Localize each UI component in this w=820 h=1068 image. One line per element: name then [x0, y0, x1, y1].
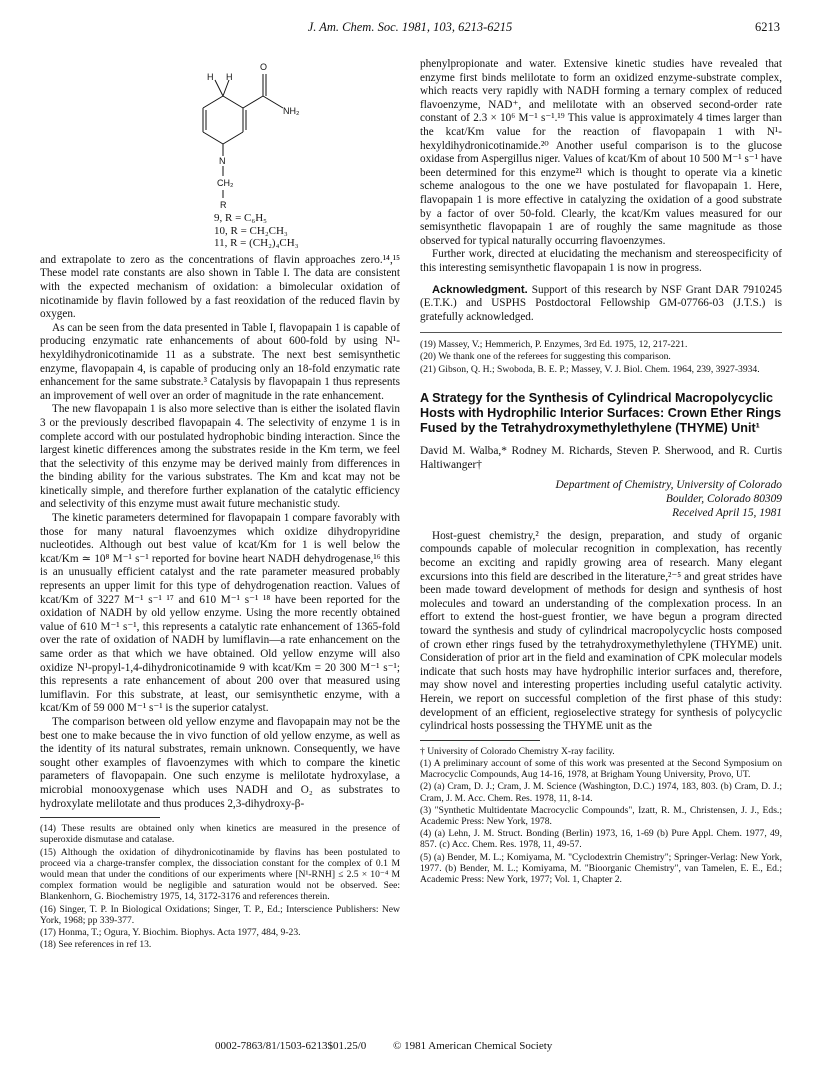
author-list: David M. Walba,* Rodney M. Richards, Steven P. Sherwood, and R. Curtis Haltiwanger† [420, 444, 782, 471]
running-header [40, 20, 780, 36]
paragraph: and extrapolate to zero as the concentrations of flavin approaches zero.¹⁴,¹⁵ These model rate constants are also shown in Table I. The data are consistent with the expected mechanism of oxidation: a bimolecular oxidation of nicotinamide by flavin followed by a fast reoxidation of the reduced flavin by oxygen. [40, 253, 400, 321]
page-number: 6213 [755, 20, 780, 34]
nitrogen-label: N [219, 156, 226, 166]
acknowledgment-label: Acknowledgment. [432, 283, 528, 296]
footnote: (14) These results are obtained only when kinetics are measured in the presence of superoxide dismutase and catalase. [40, 823, 400, 846]
footnote: (15) Although the oxidation of dihydronicotinamide by flavins has been postulated to proceed via a charge-transfer complex, the dissociation constant for the complex of 0.1 M would mean that under the conditions of our experiments where [N¹-RNH] ≤ 2.5 × 10⁻⁴ M complex formation would be negligible and saturation would not be observed. See: Blankenhorn, G. Biochemistry 1975, 14, 3172-3176 and references therein. [40, 846, 400, 903]
article-title: A Strategy for the Synthesis of Cylindrical Macropolycyclic Hosts with Hydrophilic Interior Surfaces: Crown Ether Rings Fused by the Tetrahydroxymethylethylene (THYME) Unit¹ [420, 390, 782, 435]
references [420, 339, 782, 375]
methylene-label: CH₂ [217, 178, 234, 188]
left-column [40, 58, 400, 951]
received-date: Received April 15, 1981 [672, 506, 782, 519]
dihydronicotinamide-structure-diagram [185, 58, 315, 208]
right-column [420, 58, 782, 886]
reference-divider [420, 332, 782, 333]
affiliation [420, 478, 782, 520]
paragraph: The new flavopapain 1 is also more selective than is either the isolated flavin 3 or the previously described flavopapain 4. The selectivity of enzyme 1 is in complete accord with our postulated hydrophobic binding interaction. Since the largest kinetic differences among the substrates reside in the Km term, we feel that the selectivity of this enzyme may be derived mainly from differences in the binding ability for the various substrates. The Km and kcat may not be kinetically simple, and therefore further explanation of the catalytic efficiency and selectivity of this enzyme must await future mechanistic study. [40, 403, 400, 511]
footnote: (17) Honma, T.; Ogura, Y. Biochim. Biophys. Acta 1977, 484, 9-23. [40, 926, 301, 938]
footnote: (16) Singer, T. P. In Biological Oxidations; Singer, T. P., Ed.; Interscience Publishers: New York, 1968; pp 339-377. [40, 903, 400, 926]
article-code: 0002-7863/81/1503-6213$01.25/0 [215, 1040, 367, 1052]
paragraph: The comparison between old yellow enzyme and flavopapain may not be the best one to make because the in vivo function of old yellow enzyme, as well as the identity of its natural substrates, remain unknown. Consequently, we have sought other examples of flavoenzymes with which to compare the kinetic parameters of flavopapain. One such enzyme is melilotate hydroxylase, a microbial monooxygenase which uses NADH and O₂ as substrates to hydroxylate melilotate and thus produces 2,3-dihydroxy-β- [40, 715, 400, 810]
acknowledgment-text: Support of this research by NSF Grant DAR 7910245 (E.T.K.) and USPHS Postdoctoral Fellowship GM-07766-03 (J.T.S.) is gratefully acknowledged. [420, 283, 782, 323]
paragraph: phenylpropionate and water. Extensive kinetic studies have revealed that enzyme first binds melilotate to form an oxidized enzyme-substrate complex, which reacts very rapidly with NADH forming a ternary complex of reduced flavoenzyme, NAD⁺, and melilotate with an observed second-order rate constant of 2.3 × 10⁶ M⁻¹ s⁻¹.¹⁹ This value is approximately 4 times larger than the kcat/Km value for the reaction of flavopapain 1 with N¹-hexyldihydronicotinamide.²⁰ Another useful comparison is to the glucose oxidase from Aspergillus niger. Values of kcat/Km of about 10 500 M⁻¹ s⁻¹ have been determined for this enzyme²¹ which is thought to operate via a kinetic scheme analogous to the one we have postulated for flavopapain 1. Here, flavopapain 1 is more effective in catalyzing the oxidation of a good substrate by a factor of over 50-fold. Clearly, the kcat/Km values measured for our semisynthetic flavopapain 1 are of roughly the same magnitude as those observed for typical naturally occurring flavoenzymes. [420, 58, 782, 247]
footnote: (1) A preliminary account of some of this work was presented at the Second Symposium on Macrocyclic Compounds, Aug 14-16, 1978, at Brigham Young University, Provo, UT. [420, 758, 782, 781]
paragraph: Host-guest chemistry,² the design, preparation, and study of organic compounds capable of molecular recognition in complexation, has recently become an exciting and rapidly growing area of research. Many elegant excursions into this field are described in the literature,²⁻⁵ and great strides have been made toward development of methods for design and synthesis of host molecules and toward an understanding of the complexation process. In an effort to extend the host-guest frontier, we have begun a program directed toward the synthesis and study of cylindrical macropolycyclic hosts composed of crown ether rings fused by the tetrahydroxymethylethylene (THYME) unit. Consideration of prior art in the field and examination of CPK molecular models indicate that such hosts may have hydrophilic interior surfaces and, therefore, may show novel and interesting properties including useful catalytic activity. Herein, we report on successful completion of the first phase of this study: development of an efficient, regioselective strategy for synthesis of polycyclic cylindrical hosts possessing the THYME unit as the [420, 529, 782, 733]
journal-citation: J. Am. Chem. Soc. 1981, 103, 6213-6215 [307, 20, 513, 34]
reference: (19) Massey, V.; Hemmerich, P. Enzymes, 3rd Ed. 1975, 12, 217-221. [420, 339, 688, 351]
paragraph: The kinetic parameters determined for flavopapain 1 compare favorably with those for many natural flavoenzymes which oxidize dihydropyridine nucleotides. Although out best value of kcat/Km for 1 is well below the kcat/Km ≃ 10⁸ M⁻¹ s⁻¹ reported for bovine heart NADH dehydrogenase,¹⁶ this is an unusually efficient catalyst and the rate parameter measured probably represents an upper limit for this type of dehydrogenation reaction. Values of kcat/Km of 3227 M⁻¹ s⁻¹ ¹⁷ and 610 M⁻¹ s⁻¹ ¹⁸ have been reported for the oxidation of NADH by old yellow enzyme. Using the more recently obtained value of 610 M⁻¹ s⁻¹, this represents a catalytic rate enhancement of 1365-fold over the rate of oxidation of NADH by lumiflavin—a rate enhancement on the same order as that which we have obtained. Old yellow enzyme will also oxidize N¹-propyl-1,4-dihydronicotinamide 9 with kcat/Km = 20 300 M⁻¹ s⁻¹; this represents a rate enhancement of about 200 over that measured using lumiflavin. For this substrate, at least, our semisynthetic enzyme, with a kcat/Km of 59 000 M⁻¹ s⁻¹ is the superior catalyst. [40, 512, 400, 715]
paragraph: Further work, directed at elucidating the mechanism and stereospecificity of this interesting semisynthetic flavopapain 1 is now in progress. [420, 248, 782, 274]
footnote: (18) See references in ref 13. [40, 939, 152, 951]
affiliation-department: Department of Chemistry, University of Colorado [555, 478, 782, 491]
footnotes [420, 746, 782, 885]
hydrogen-label-2: H [226, 72, 233, 82]
compound-10: 10, R = CH₂CH₃ [214, 224, 288, 237]
reference: (20) We thank one of the referees for suggesting this comparison. [420, 351, 671, 363]
footnote-divider [40, 817, 160, 818]
compound-list [214, 212, 400, 250]
footnote-divider [420, 740, 540, 741]
footnote: (4) (a) Lehn, J. M. Struct. Bonding (Berlin) 1973, 16, 1-69 (b) Pure Appl. Chem. 1977, 49, 857. (c) Acc. Chem. Res. 1978, 11, 49-57. [420, 828, 782, 851]
chemical-structure [40, 58, 400, 210]
compound-9: 9, R = C₆H₅ [214, 212, 267, 224]
footnote: (3) "Synthetic Multidentate Macrocyclic Compounds", Izatt, R. M., Christensen, J. J., Eds.; Academic Press: New York, 1978. [420, 804, 782, 828]
oxygen-label: O [260, 62, 268, 72]
reference: (21) Gibson, Q. H.; Swoboda, B. E. P.; Massey, V. J. Biol. Chem. 1964, 239, 3927-3934. [420, 363, 760, 375]
paragraph: As can be seen from the data presented in Table I, flavopapain 1 is capable of producing enzymatic rate enhancements of about 600-fold by using N¹-hexyldihydronicotinamide 11 as a substrate. The next best semisynthetic enzyme, flavopapain 4, is capable of producing only an 18-fold enzymatic rate enhancement for the same substrate.³ Catalysis by flavopapain 1 thus represents an improvement of well over an order of magnitude in the rate enhancement. [40, 321, 400, 402]
footnote: (2) (a) Cram, D. J.; Cram, J. M. Science (Washington, D.C.) 1974, 183, 803. (b) Cram, D. J.; Cram, J. M. Acc. Chem. Res. 1978, 11, 8-14. [420, 781, 782, 804]
footnote: (5) (a) Bender, M. L.; Komiyama, M. "Cyclodextrin Chemistry"; Springer-Verlag: New York, 1977. (b) Bender, M. L.; Komiyama, M. "Bioorganic Chemistry", van Tamelen, E. E., Ed.; Academic Press: New York, 1977; Vol. 1, Chapter 2. [420, 851, 782, 886]
acknowledgment [420, 284, 782, 325]
copyright: © 1981 American Chemical Society [393, 1040, 553, 1052]
affiliation-city: Boulder, Colorado 80309 [665, 492, 782, 505]
page-footer [215, 1040, 576, 1052]
r-group-label: R [220, 200, 227, 208]
footnote: † University of Colorado Chemistry X-ray facility. [420, 745, 615, 757]
hydrogen-label-1: H [207, 72, 214, 82]
compound-11: 11, R = (CH₂)₄CH₃ [214, 237, 299, 250]
footnotes [40, 823, 400, 950]
amine-label: NH₂ [283, 106, 300, 116]
